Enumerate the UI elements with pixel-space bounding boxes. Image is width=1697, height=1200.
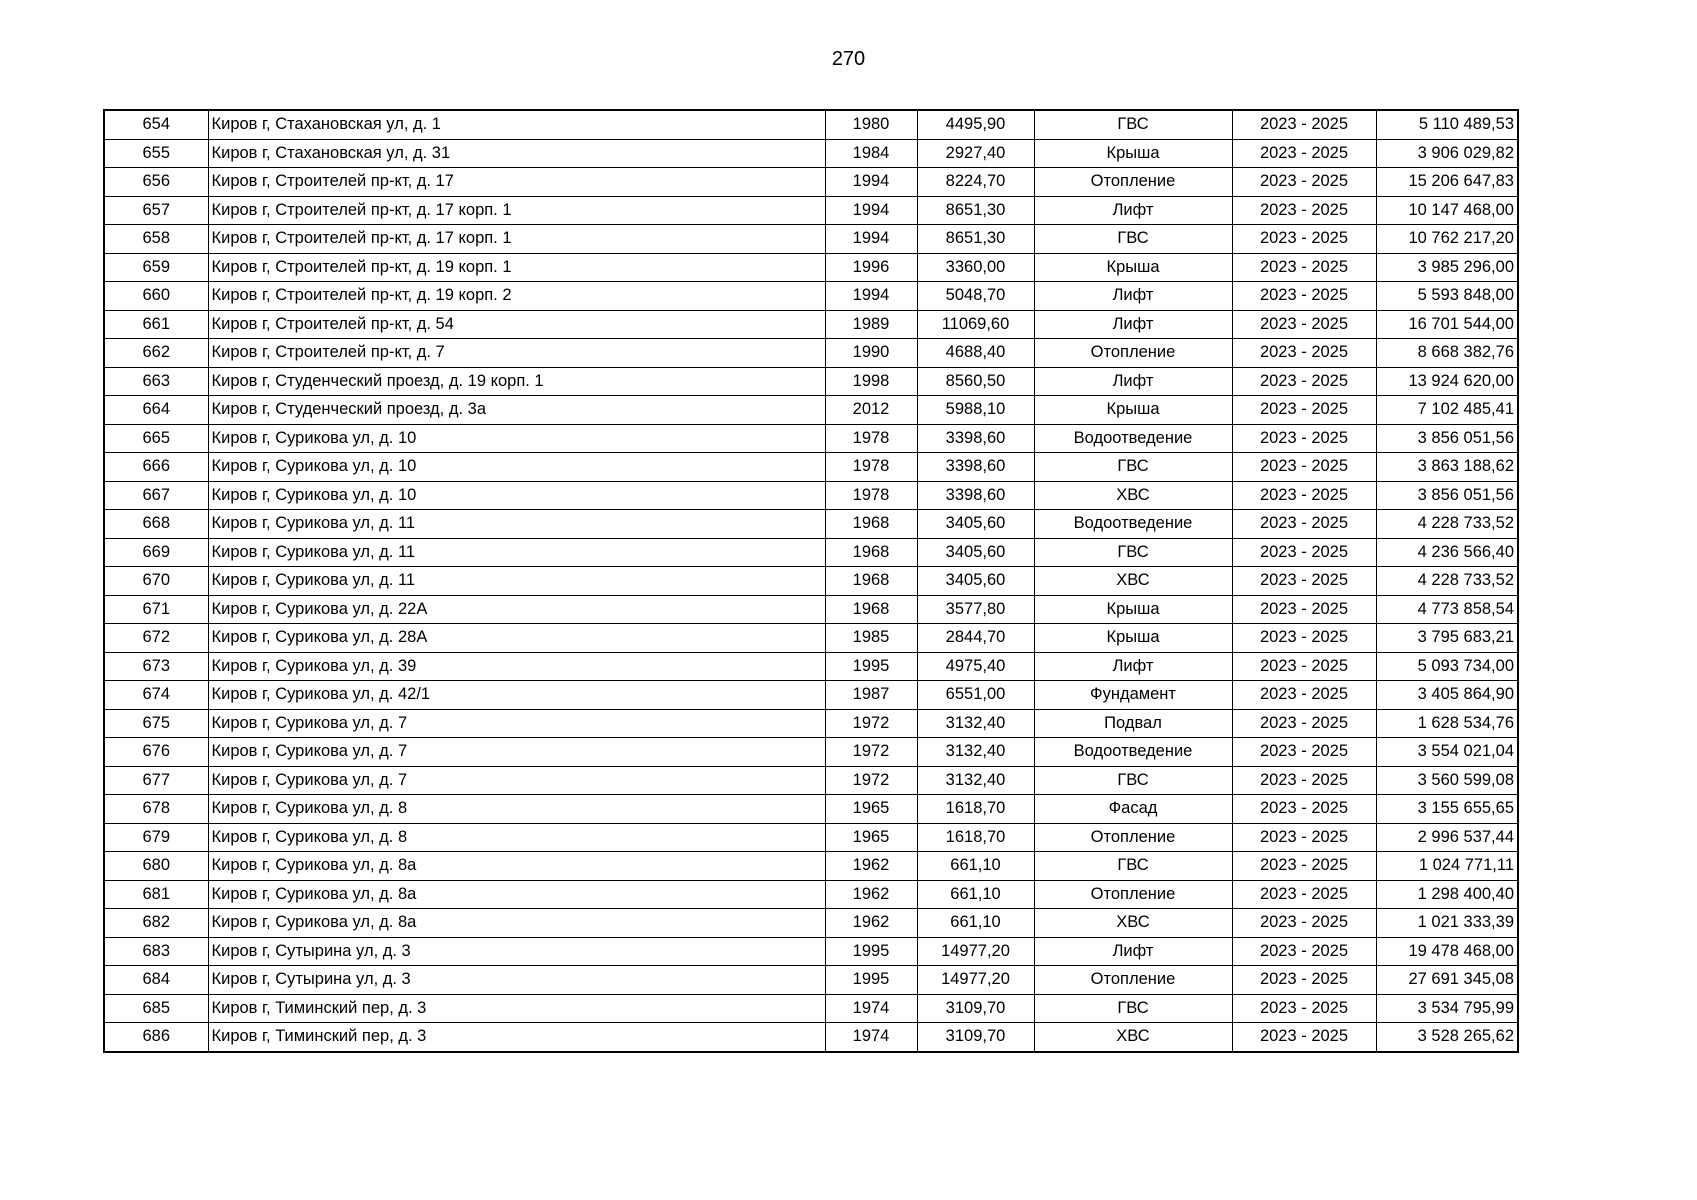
period-cell: 2023 - 2025: [1232, 709, 1376, 738]
work-type-cell: Крыша: [1034, 595, 1232, 624]
row-number-cell: 662: [104, 339, 208, 368]
work-type-cell: ГВС: [1034, 766, 1232, 795]
build-year-cell: 1994: [825, 225, 917, 254]
row-number-cell: 655: [104, 139, 208, 168]
work-type-cell: ГВС: [1034, 110, 1232, 139]
address-cell: Киров г, Сурикова ул, д. 8а: [208, 909, 825, 938]
period-cell: 2023 - 2025: [1232, 1023, 1376, 1052]
address-cell: Киров г, Строителей пр-кт, д. 17 корп. 1: [208, 225, 825, 254]
row-number-cell: 663: [104, 367, 208, 396]
address-cell: Киров г, Сурикова ул, д. 8: [208, 795, 825, 824]
period-cell: 2023 - 2025: [1232, 738, 1376, 767]
address-cell: Киров г, Сурикова ул, д. 22А: [208, 595, 825, 624]
table-row: [104, 595, 1518, 624]
cost-cell: 3 528 265,62: [1376, 1023, 1518, 1052]
row-number-cell: 679: [104, 823, 208, 852]
row-number-cell: 681: [104, 880, 208, 909]
work-type-cell: ГВС: [1034, 225, 1232, 254]
row-number-cell: 669: [104, 538, 208, 567]
area-cell: 3405,60: [917, 510, 1034, 539]
build-year-cell: 1962: [825, 909, 917, 938]
cost-cell: 1 024 771,11: [1376, 852, 1518, 881]
address-cell: Киров г, Сурикова ул, д. 7: [208, 738, 825, 767]
period-cell: 2023 - 2025: [1232, 282, 1376, 311]
address-cell: Киров г, Сурикова ул, д. 7: [208, 766, 825, 795]
row-number-cell: 660: [104, 282, 208, 311]
period-cell: 2023 - 2025: [1232, 225, 1376, 254]
area-cell: 5048,70: [917, 282, 1034, 311]
area-cell: 1618,70: [917, 823, 1034, 852]
cost-cell: 7 102 485,41: [1376, 396, 1518, 425]
build-year-cell: 1965: [825, 823, 917, 852]
period-cell: 2023 - 2025: [1232, 937, 1376, 966]
work-type-cell: Лифт: [1034, 310, 1232, 339]
table-row: [104, 1023, 1518, 1052]
table-row: [104, 709, 1518, 738]
area-cell: 8651,30: [917, 225, 1034, 254]
table-row: [104, 823, 1518, 852]
address-cell: Киров г, Сурикова ул, д. 11: [208, 538, 825, 567]
row-number-cell: 666: [104, 453, 208, 482]
table-row: [104, 139, 1518, 168]
row-number-cell: 670: [104, 567, 208, 596]
cost-cell: 1 628 534,76: [1376, 709, 1518, 738]
address-cell: Киров г, Строителей пр-кт, д. 19 корп. 1: [208, 253, 825, 282]
area-cell: 6551,00: [917, 681, 1034, 710]
address-cell: Киров г, Сутырина ул, д. 3: [208, 937, 825, 966]
build-year-cell: 1987: [825, 681, 917, 710]
table-body: [104, 110, 1518, 1052]
area-cell: 661,10: [917, 909, 1034, 938]
row-number-cell: 680: [104, 852, 208, 881]
address-cell: Киров г, Студенческий проезд, д. 19 корп. 1: [208, 367, 825, 396]
work-type-cell: ХВС: [1034, 567, 1232, 596]
area-cell: 3405,60: [917, 567, 1034, 596]
address-cell: Киров г, Тиминский пер, д. 3: [208, 994, 825, 1023]
build-year-cell: 1978: [825, 481, 917, 510]
build-year-cell: 1974: [825, 1023, 917, 1052]
row-number-cell: 684: [104, 966, 208, 995]
table-row: [104, 453, 1518, 482]
table-row: [104, 396, 1518, 425]
cost-cell: 3 554 021,04: [1376, 738, 1518, 767]
cost-cell: 4 236 566,40: [1376, 538, 1518, 567]
row-number-cell: 665: [104, 424, 208, 453]
table-row: [104, 795, 1518, 824]
build-year-cell: 1978: [825, 424, 917, 453]
area-cell: 8651,30: [917, 196, 1034, 225]
build-year-cell: 1962: [825, 852, 917, 881]
work-type-cell: ГВС: [1034, 453, 1232, 482]
table-row: [104, 738, 1518, 767]
cost-cell: 3 155 655,65: [1376, 795, 1518, 824]
cost-cell: 4 773 858,54: [1376, 595, 1518, 624]
area-cell: 3398,60: [917, 424, 1034, 453]
area-cell: 14977,20: [917, 937, 1034, 966]
cost-cell: 5 593 848,00: [1376, 282, 1518, 311]
period-cell: 2023 - 2025: [1232, 795, 1376, 824]
period-cell: 2023 - 2025: [1232, 538, 1376, 567]
area-cell: 5988,10: [917, 396, 1034, 425]
work-type-cell: Водоотведение: [1034, 424, 1232, 453]
period-cell: 2023 - 2025: [1232, 681, 1376, 710]
work-type-cell: Фасад: [1034, 795, 1232, 824]
cost-cell: 19 478 468,00: [1376, 937, 1518, 966]
row-number-cell: 656: [104, 168, 208, 197]
row-number-cell: 685: [104, 994, 208, 1023]
work-type-cell: Крыша: [1034, 139, 1232, 168]
cost-cell: 5 110 489,53: [1376, 110, 1518, 139]
address-cell: Киров г, Сурикова ул, д. 10: [208, 424, 825, 453]
area-cell: 3132,40: [917, 738, 1034, 767]
area-cell: 3109,70: [917, 994, 1034, 1023]
period-cell: 2023 - 2025: [1232, 567, 1376, 596]
table-row: [104, 367, 1518, 396]
build-year-cell: 1968: [825, 538, 917, 567]
table-row: [104, 481, 1518, 510]
area-cell: 3132,40: [917, 766, 1034, 795]
address-cell: Киров г, Студенческий проезд, д. 3а: [208, 396, 825, 425]
area-cell: 8224,70: [917, 168, 1034, 197]
period-cell: 2023 - 2025: [1232, 481, 1376, 510]
table-row: [104, 168, 1518, 197]
cost-cell: 3 906 029,82: [1376, 139, 1518, 168]
work-type-cell: ГВС: [1034, 852, 1232, 881]
row-number-cell: 677: [104, 766, 208, 795]
address-cell: Киров г, Сурикова ул, д. 42/1: [208, 681, 825, 710]
work-type-cell: Отопление: [1034, 339, 1232, 368]
work-type-cell: Крыша: [1034, 624, 1232, 653]
area-cell: 11069,60: [917, 310, 1034, 339]
table-row: [104, 282, 1518, 311]
row-number-cell: 668: [104, 510, 208, 539]
build-year-cell: 1998: [825, 367, 917, 396]
work-type-cell: ХВС: [1034, 909, 1232, 938]
period-cell: 2023 - 2025: [1232, 367, 1376, 396]
row-number-cell: 682: [104, 909, 208, 938]
period-cell: 2023 - 2025: [1232, 139, 1376, 168]
work-type-cell: Отопление: [1034, 880, 1232, 909]
table-row: [104, 966, 1518, 995]
address-cell: Киров г, Стахановская ул, д. 1: [208, 110, 825, 139]
address-cell: Киров г, Сурикова ул, д. 8а: [208, 880, 825, 909]
period-cell: 2023 - 2025: [1232, 994, 1376, 1023]
address-cell: Киров г, Сурикова ул, д. 8: [208, 823, 825, 852]
area-cell: 8560,50: [917, 367, 1034, 396]
cost-cell: 1 021 333,39: [1376, 909, 1518, 938]
table-row: [104, 196, 1518, 225]
build-year-cell: 1995: [825, 652, 917, 681]
work-type-cell: Отопление: [1034, 168, 1232, 197]
cost-cell: 8 668 382,76: [1376, 339, 1518, 368]
area-cell: 14977,20: [917, 966, 1034, 995]
row-number-cell: 657: [104, 196, 208, 225]
work-type-cell: ХВС: [1034, 1023, 1232, 1052]
build-year-cell: 1996: [825, 253, 917, 282]
period-cell: 2023 - 2025: [1232, 310, 1376, 339]
cost-cell: 10 762 217,20: [1376, 225, 1518, 254]
cost-cell: 2 996 537,44: [1376, 823, 1518, 852]
area-cell: 3405,60: [917, 538, 1034, 567]
period-cell: 2023 - 2025: [1232, 396, 1376, 425]
cost-cell: 4 228 733,52: [1376, 510, 1518, 539]
build-year-cell: 1972: [825, 766, 917, 795]
work-type-cell: Крыша: [1034, 253, 1232, 282]
work-type-cell: Отопление: [1034, 823, 1232, 852]
build-year-cell: 1965: [825, 795, 917, 824]
area-cell: 3109,70: [917, 1023, 1034, 1052]
period-cell: 2023 - 2025: [1232, 339, 1376, 368]
work-type-cell: Подвал: [1034, 709, 1232, 738]
cost-cell: 3 856 051,56: [1376, 424, 1518, 453]
period-cell: 2023 - 2025: [1232, 424, 1376, 453]
build-year-cell: 1978: [825, 453, 917, 482]
work-type-cell: Отопление: [1034, 966, 1232, 995]
address-cell: Киров г, Сурикова ул, д. 7: [208, 709, 825, 738]
area-cell: 3132,40: [917, 709, 1034, 738]
cost-cell: 10 147 468,00: [1376, 196, 1518, 225]
row-number-cell: 675: [104, 709, 208, 738]
table-row: [104, 994, 1518, 1023]
area-cell: 2927,40: [917, 139, 1034, 168]
work-type-cell: Фундамент: [1034, 681, 1232, 710]
build-year-cell: 1972: [825, 709, 917, 738]
work-type-cell: Водоотведение: [1034, 510, 1232, 539]
row-number-cell: 678: [104, 795, 208, 824]
area-cell: 3398,60: [917, 481, 1034, 510]
table-row: [104, 424, 1518, 453]
period-cell: 2023 - 2025: [1232, 852, 1376, 881]
table-row: [104, 880, 1518, 909]
row-number-cell: 661: [104, 310, 208, 339]
cost-cell: 1 298 400,40: [1376, 880, 1518, 909]
area-cell: 3398,60: [917, 453, 1034, 482]
area-cell: 1618,70: [917, 795, 1034, 824]
cost-cell: 3 856 051,56: [1376, 481, 1518, 510]
table-row: [104, 225, 1518, 254]
period-cell: 2023 - 2025: [1232, 909, 1376, 938]
area-cell: 3360,00: [917, 253, 1034, 282]
build-year-cell: 1968: [825, 567, 917, 596]
cost-cell: 3 534 795,99: [1376, 994, 1518, 1023]
row-number-cell: 674: [104, 681, 208, 710]
cost-cell: 3 560 599,08: [1376, 766, 1518, 795]
address-cell: Киров г, Сурикова ул, д. 10: [208, 453, 825, 482]
address-cell: Киров г, Сурикова ул, д. 10: [208, 481, 825, 510]
table-row: [104, 339, 1518, 368]
cost-cell: 16 701 544,00: [1376, 310, 1518, 339]
period-cell: 2023 - 2025: [1232, 453, 1376, 482]
address-cell: Киров г, Строителей пр-кт, д. 7: [208, 339, 825, 368]
address-cell: Киров г, Сурикова ул, д. 11: [208, 510, 825, 539]
table-row: [104, 652, 1518, 681]
work-type-cell: Лифт: [1034, 937, 1232, 966]
cost-cell: 13 924 620,00: [1376, 367, 1518, 396]
build-year-cell: 1995: [825, 937, 917, 966]
row-number-cell: 659: [104, 253, 208, 282]
work-type-cell: ГВС: [1034, 538, 1232, 567]
build-year-cell: 1994: [825, 282, 917, 311]
address-cell: Киров г, Сурикова ул, д. 8а: [208, 852, 825, 881]
period-cell: 2023 - 2025: [1232, 624, 1376, 653]
table-row: [104, 253, 1518, 282]
work-type-cell: Лифт: [1034, 367, 1232, 396]
address-cell: Киров г, Строителей пр-кт, д. 19 корп. 2: [208, 282, 825, 311]
cost-cell: 3 405 864,90: [1376, 681, 1518, 710]
row-number-cell: 676: [104, 738, 208, 767]
area-cell: 4688,40: [917, 339, 1034, 368]
table-row: [104, 110, 1518, 139]
table-row: [104, 510, 1518, 539]
cost-cell: 3 985 296,00: [1376, 253, 1518, 282]
work-type-cell: Водоотведение: [1034, 738, 1232, 767]
address-cell: Киров г, Строителей пр-кт, д. 17 корп. 1: [208, 196, 825, 225]
period-cell: 2023 - 2025: [1232, 595, 1376, 624]
build-year-cell: 1968: [825, 510, 917, 539]
period-cell: 2023 - 2025: [1232, 823, 1376, 852]
cost-cell: 4 228 733,52: [1376, 567, 1518, 596]
address-cell: Киров г, Строителей пр-кт, д. 17: [208, 168, 825, 197]
address-cell: Киров г, Сурикова ул, д. 28А: [208, 624, 825, 653]
row-number-cell: 667: [104, 481, 208, 510]
work-type-cell: Лифт: [1034, 282, 1232, 311]
work-type-cell: ХВС: [1034, 481, 1232, 510]
build-year-cell: 1962: [825, 880, 917, 909]
row-number-cell: 683: [104, 937, 208, 966]
build-year-cell: 1994: [825, 168, 917, 197]
period-cell: 2023 - 2025: [1232, 196, 1376, 225]
page-number: 270: [831, 48, 866, 70]
address-cell: Киров г, Сурикова ул, д. 11: [208, 567, 825, 596]
period-cell: 2023 - 2025: [1232, 253, 1376, 282]
row-number-cell: 686: [104, 1023, 208, 1052]
build-year-cell: 1985: [825, 624, 917, 653]
build-year-cell: 1989: [825, 310, 917, 339]
address-cell: Киров г, Сурикова ул, д. 39: [208, 652, 825, 681]
table-row: [104, 766, 1518, 795]
work-type-cell: ГВС: [1034, 994, 1232, 1023]
build-year-cell: 1994: [825, 196, 917, 225]
row-number-cell: 654: [104, 110, 208, 139]
build-year-cell: 1968: [825, 595, 917, 624]
address-cell: Киров г, Строителей пр-кт, д. 54: [208, 310, 825, 339]
area-cell: 4975,40: [917, 652, 1034, 681]
table-row: [104, 624, 1518, 653]
build-year-cell: 1980: [825, 110, 917, 139]
row-number-cell: 658: [104, 225, 208, 254]
table-row: [104, 567, 1518, 596]
address-cell: Киров г, Тиминский пер, д. 3: [208, 1023, 825, 1052]
build-year-cell: 1984: [825, 139, 917, 168]
build-year-cell: 1974: [825, 994, 917, 1023]
build-year-cell: 1990: [825, 339, 917, 368]
period-cell: 2023 - 2025: [1232, 880, 1376, 909]
row-number-cell: 664: [104, 396, 208, 425]
cost-cell: 3 863 188,62: [1376, 453, 1518, 482]
capital-repair-table: [103, 109, 1519, 1053]
table-row: [104, 852, 1518, 881]
work-type-cell: Лифт: [1034, 196, 1232, 225]
address-cell: Киров г, Сутырина ул, д. 3: [208, 966, 825, 995]
period-cell: 2023 - 2025: [1232, 510, 1376, 539]
row-number-cell: 673: [104, 652, 208, 681]
table-row: [104, 681, 1518, 710]
cost-cell: 27 691 345,08: [1376, 966, 1518, 995]
table-row: [104, 909, 1518, 938]
work-type-cell: Лифт: [1034, 652, 1232, 681]
area-cell: 4495,90: [917, 110, 1034, 139]
cost-cell: 3 795 683,21: [1376, 624, 1518, 653]
table-row: [104, 538, 1518, 567]
period-cell: 2023 - 2025: [1232, 168, 1376, 197]
address-cell: Киров г, Стахановская ул, д. 31: [208, 139, 825, 168]
table-row: [104, 937, 1518, 966]
area-cell: 3577,80: [917, 595, 1034, 624]
area-cell: 661,10: [917, 852, 1034, 881]
area-cell: 661,10: [917, 880, 1034, 909]
cost-cell: 15 206 647,83: [1376, 168, 1518, 197]
period-cell: 2023 - 2025: [1232, 766, 1376, 795]
cost-cell: 5 093 734,00: [1376, 652, 1518, 681]
work-type-cell: Крыша: [1034, 396, 1232, 425]
area-cell: 2844,70: [917, 624, 1034, 653]
period-cell: 2023 - 2025: [1232, 652, 1376, 681]
build-year-cell: 1995: [825, 966, 917, 995]
build-year-cell: 2012: [825, 396, 917, 425]
period-cell: 2023 - 2025: [1232, 966, 1376, 995]
table-row: [104, 310, 1518, 339]
build-year-cell: 1972: [825, 738, 917, 767]
row-number-cell: 671: [104, 595, 208, 624]
row-number-cell: 672: [104, 624, 208, 653]
period-cell: 2023 - 2025: [1232, 110, 1376, 139]
